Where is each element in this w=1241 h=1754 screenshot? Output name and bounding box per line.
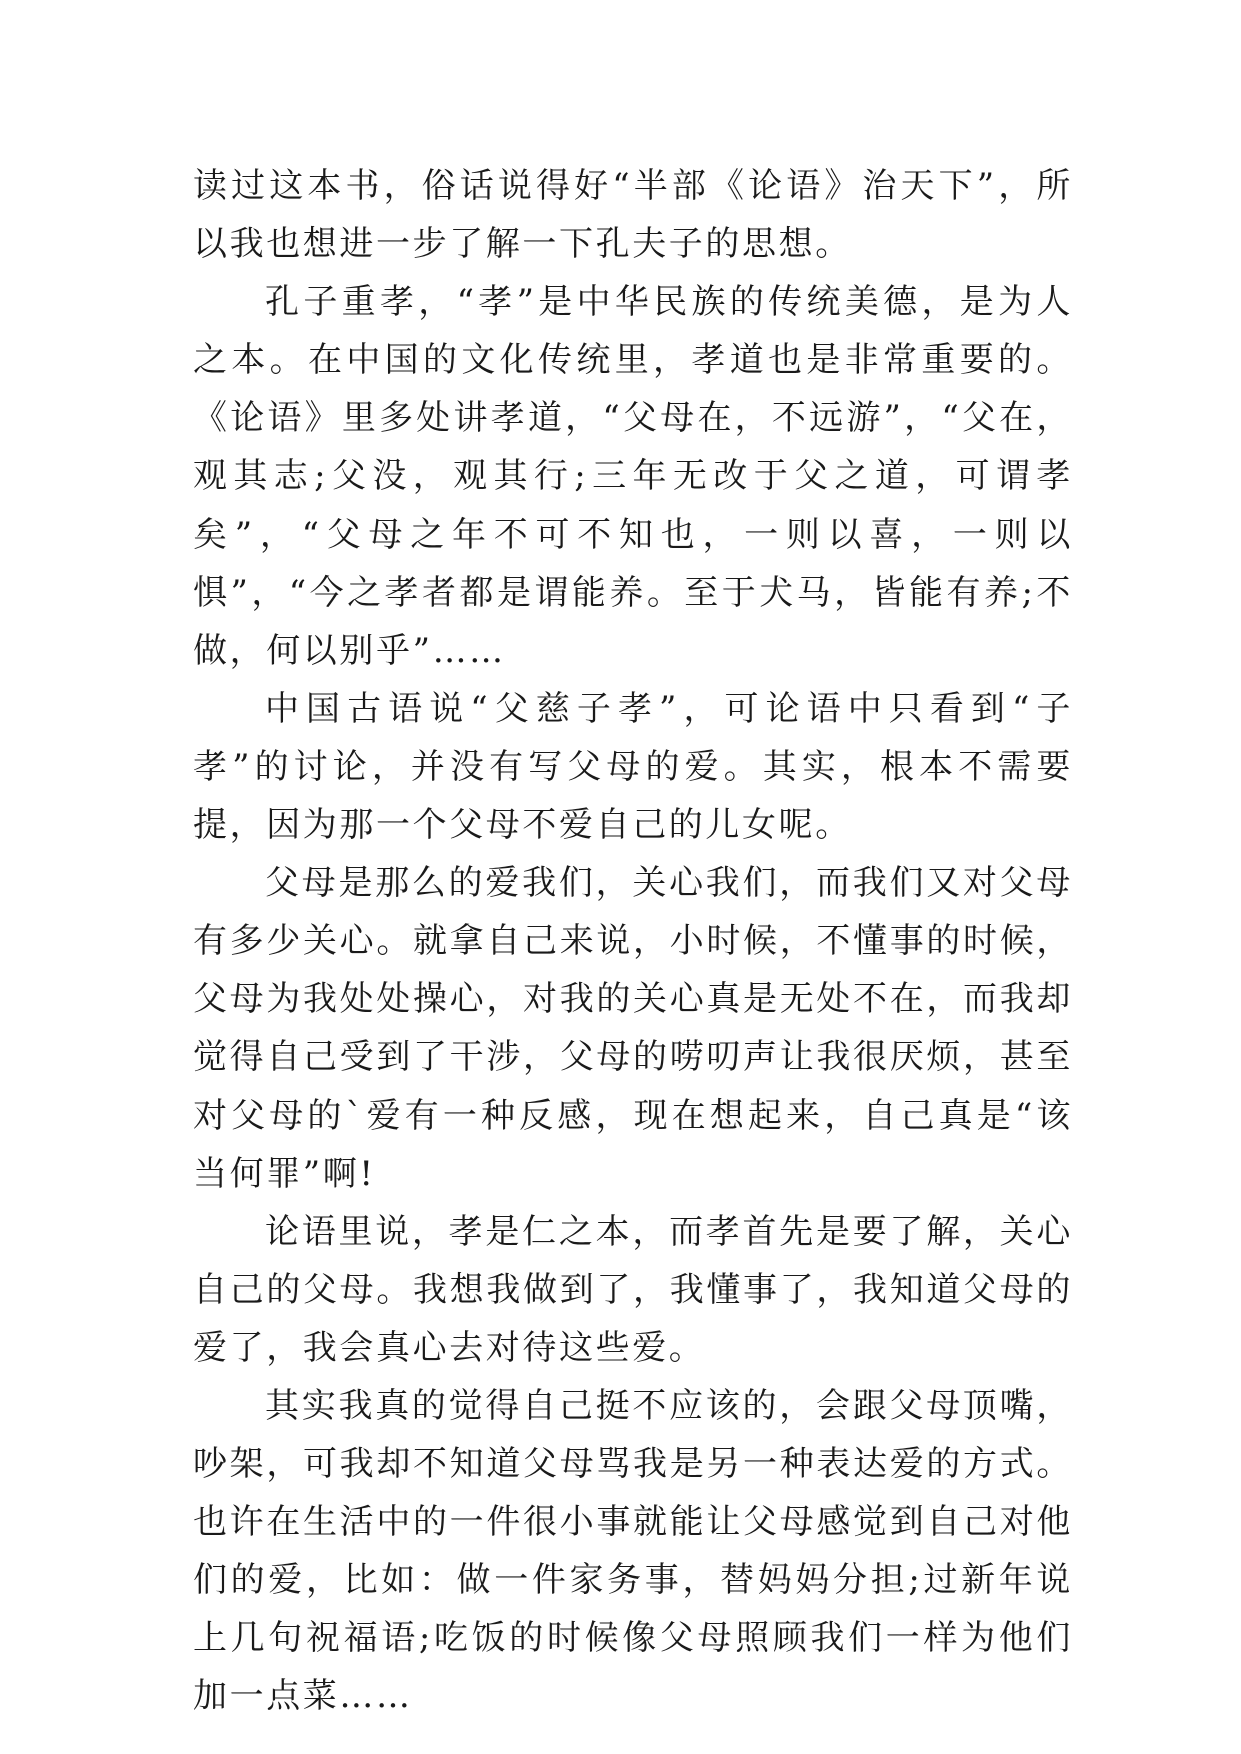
paragraph-1: 读过这本书，俗话说得好“半部《论语》治天下”，所以我也想进一步了解一下孔夫子的思想。 [193,166,1073,265]
paragraph-4: 父母是那么的爱我们，关心我们，而我们又对父母有多少关心。就拿自己来说，小时候，不懂事的时候，父母为我处处操心，对我的关心真是无处不在，而我却觉得自己受到了干涉，父母的唠叨声让我很厌烦，甚至对父母的`爱有一种反感，现在想起来，自己真是“该当何罪”啊! [193,863,1073,1194]
document-body [193,157,1073,1726]
paragraph-6: 其实我真的觉得自己挺不应该的，会跟父母顶嘴，吵架，可我却不知道父母骂我是另一种表达爱的方式。也许在生活中的一件很小事就能让父母感觉到自己对他们的爱，比如：做一件家务事，替妈妈分担;过新年说上几句祝福语;吃饭的时候像父母照顾我们一样为他们加一点菜…… [193,1385,1073,1717]
paragraph-2: 孔子重孝，“孝”是中华民族的传统美德，是为人之本。在中国的文化传统里，孝道也是非常重要的。《论语》里多处讲孝道，“父母在，不远游”，“父在，观其志;父没，观其行;三年无改于父之道，可谓孝矣”，“父母之年不可不知也，一则以喜，一则以惧”，“今之孝者都是谓能养。至于犬马，皆能有养;不做，何以别乎”…… [193,282,1073,671]
paragraph-3: 中国古语说“父慈子孝”，可论语中只看到“子孝”的讨论，并没有写父母的爱。其实，根本不需要提，因为那一个父母不爱自己的儿女呢。 [193,688,1073,846]
paragraph-5: 论语里说，孝是仁之本，而孝首先是要了解，关心自己的父母。我想我做到了，我懂事了，我知道父母的爱了，我会真心去对待这些爱。 [193,1211,1073,1368]
